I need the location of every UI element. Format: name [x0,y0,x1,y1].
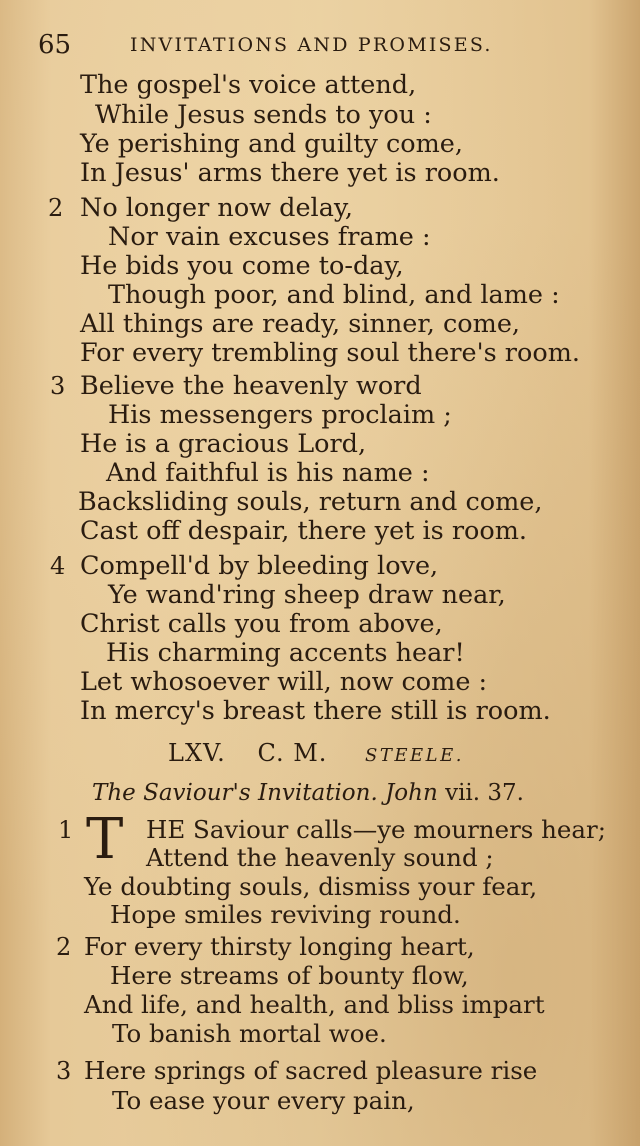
stanza-number: 1 [58,816,74,844]
stanza-number: 3 [50,372,66,400]
running-title: INVITATIONS AND PROMISES. [130,34,493,56]
hymn-meter: C. M. [257,739,328,767]
verse-line: Though poor, and blind, and lame : [108,280,560,310]
verse-line: Christ calls you from above, [80,609,443,639]
verse-line: Cast off despair, there yet is room. [80,516,528,546]
verse-line: Here springs of sacred pleasure rise [84,1056,538,1085]
hymn-title [92,778,524,808]
verse-line: Here streams of bounty flow, [110,961,469,990]
verse-line: And faithful is his name : [106,458,430,488]
hymn-number: LXV. [168,739,226,767]
verse-line: In mercy's breast there still is room. [80,696,551,726]
verse-line: To ease your every pain, [112,1086,415,1115]
hymn-heading [168,738,608,771]
stanza-number: 4 [50,552,66,580]
verse-line: While Jesus sends to you : [95,100,432,130]
verse-line: His charming accents hear! [106,638,465,668]
verse-line: HE Saviour calls—ye mourners hear; [146,815,607,844]
verse-line: To banish mortal woe. [112,1019,387,1048]
verse-line: Ye perishing and guilty come, [80,129,463,159]
verse-line: Let whosoever will, now come : [80,667,488,697]
hymn-title-text: The Saviour's Invitation. John [92,780,438,806]
verse-line: Ye wand'ring sheep draw near, [108,580,506,610]
verse-line: No longer now delay, [80,193,354,223]
verse-line: Compell'd by bleeding love, [80,551,439,581]
verse-line: Believe the heavenly word [80,371,422,401]
hymn-author: STEELE. [365,745,464,766]
page-header [38,28,598,62]
verse-line: And life, and health, and bliss impart [84,990,545,1019]
verse-line: In Jesus' arms there yet is room. [80,158,500,188]
verse-line: For every trembling soul there's room. [80,338,580,368]
verse-line: Nor vain excuses frame : [108,222,431,252]
verse-line: Hope smiles reviving round. [110,900,461,929]
verse-line: His messengers proclaim ; [108,400,452,430]
verse-line: He bids you come to-day, [80,251,404,281]
page-number: 65 [38,30,72,60]
drop-cap: T [86,807,124,872]
verse-line: All things are ready, sinner, come, [80,309,521,339]
verse-line: Attend the heavenly sound ; [146,843,494,872]
scripture-reference: vii. 37. [437,780,524,806]
stanza-number: 2 [56,933,72,961]
verse-line: For every thirsty longing heart, [84,932,475,961]
stanza-number: 2 [48,194,64,222]
verse-line: Backsliding souls, return and come, [78,487,543,517]
verse-line: The gospel's voice attend, [80,70,417,100]
verse-line: He is a gracious Lord, [80,429,367,459]
verse-line: Ye doubting souls, dismiss your fear, [84,872,538,901]
stanza-number: 3 [56,1057,72,1085]
